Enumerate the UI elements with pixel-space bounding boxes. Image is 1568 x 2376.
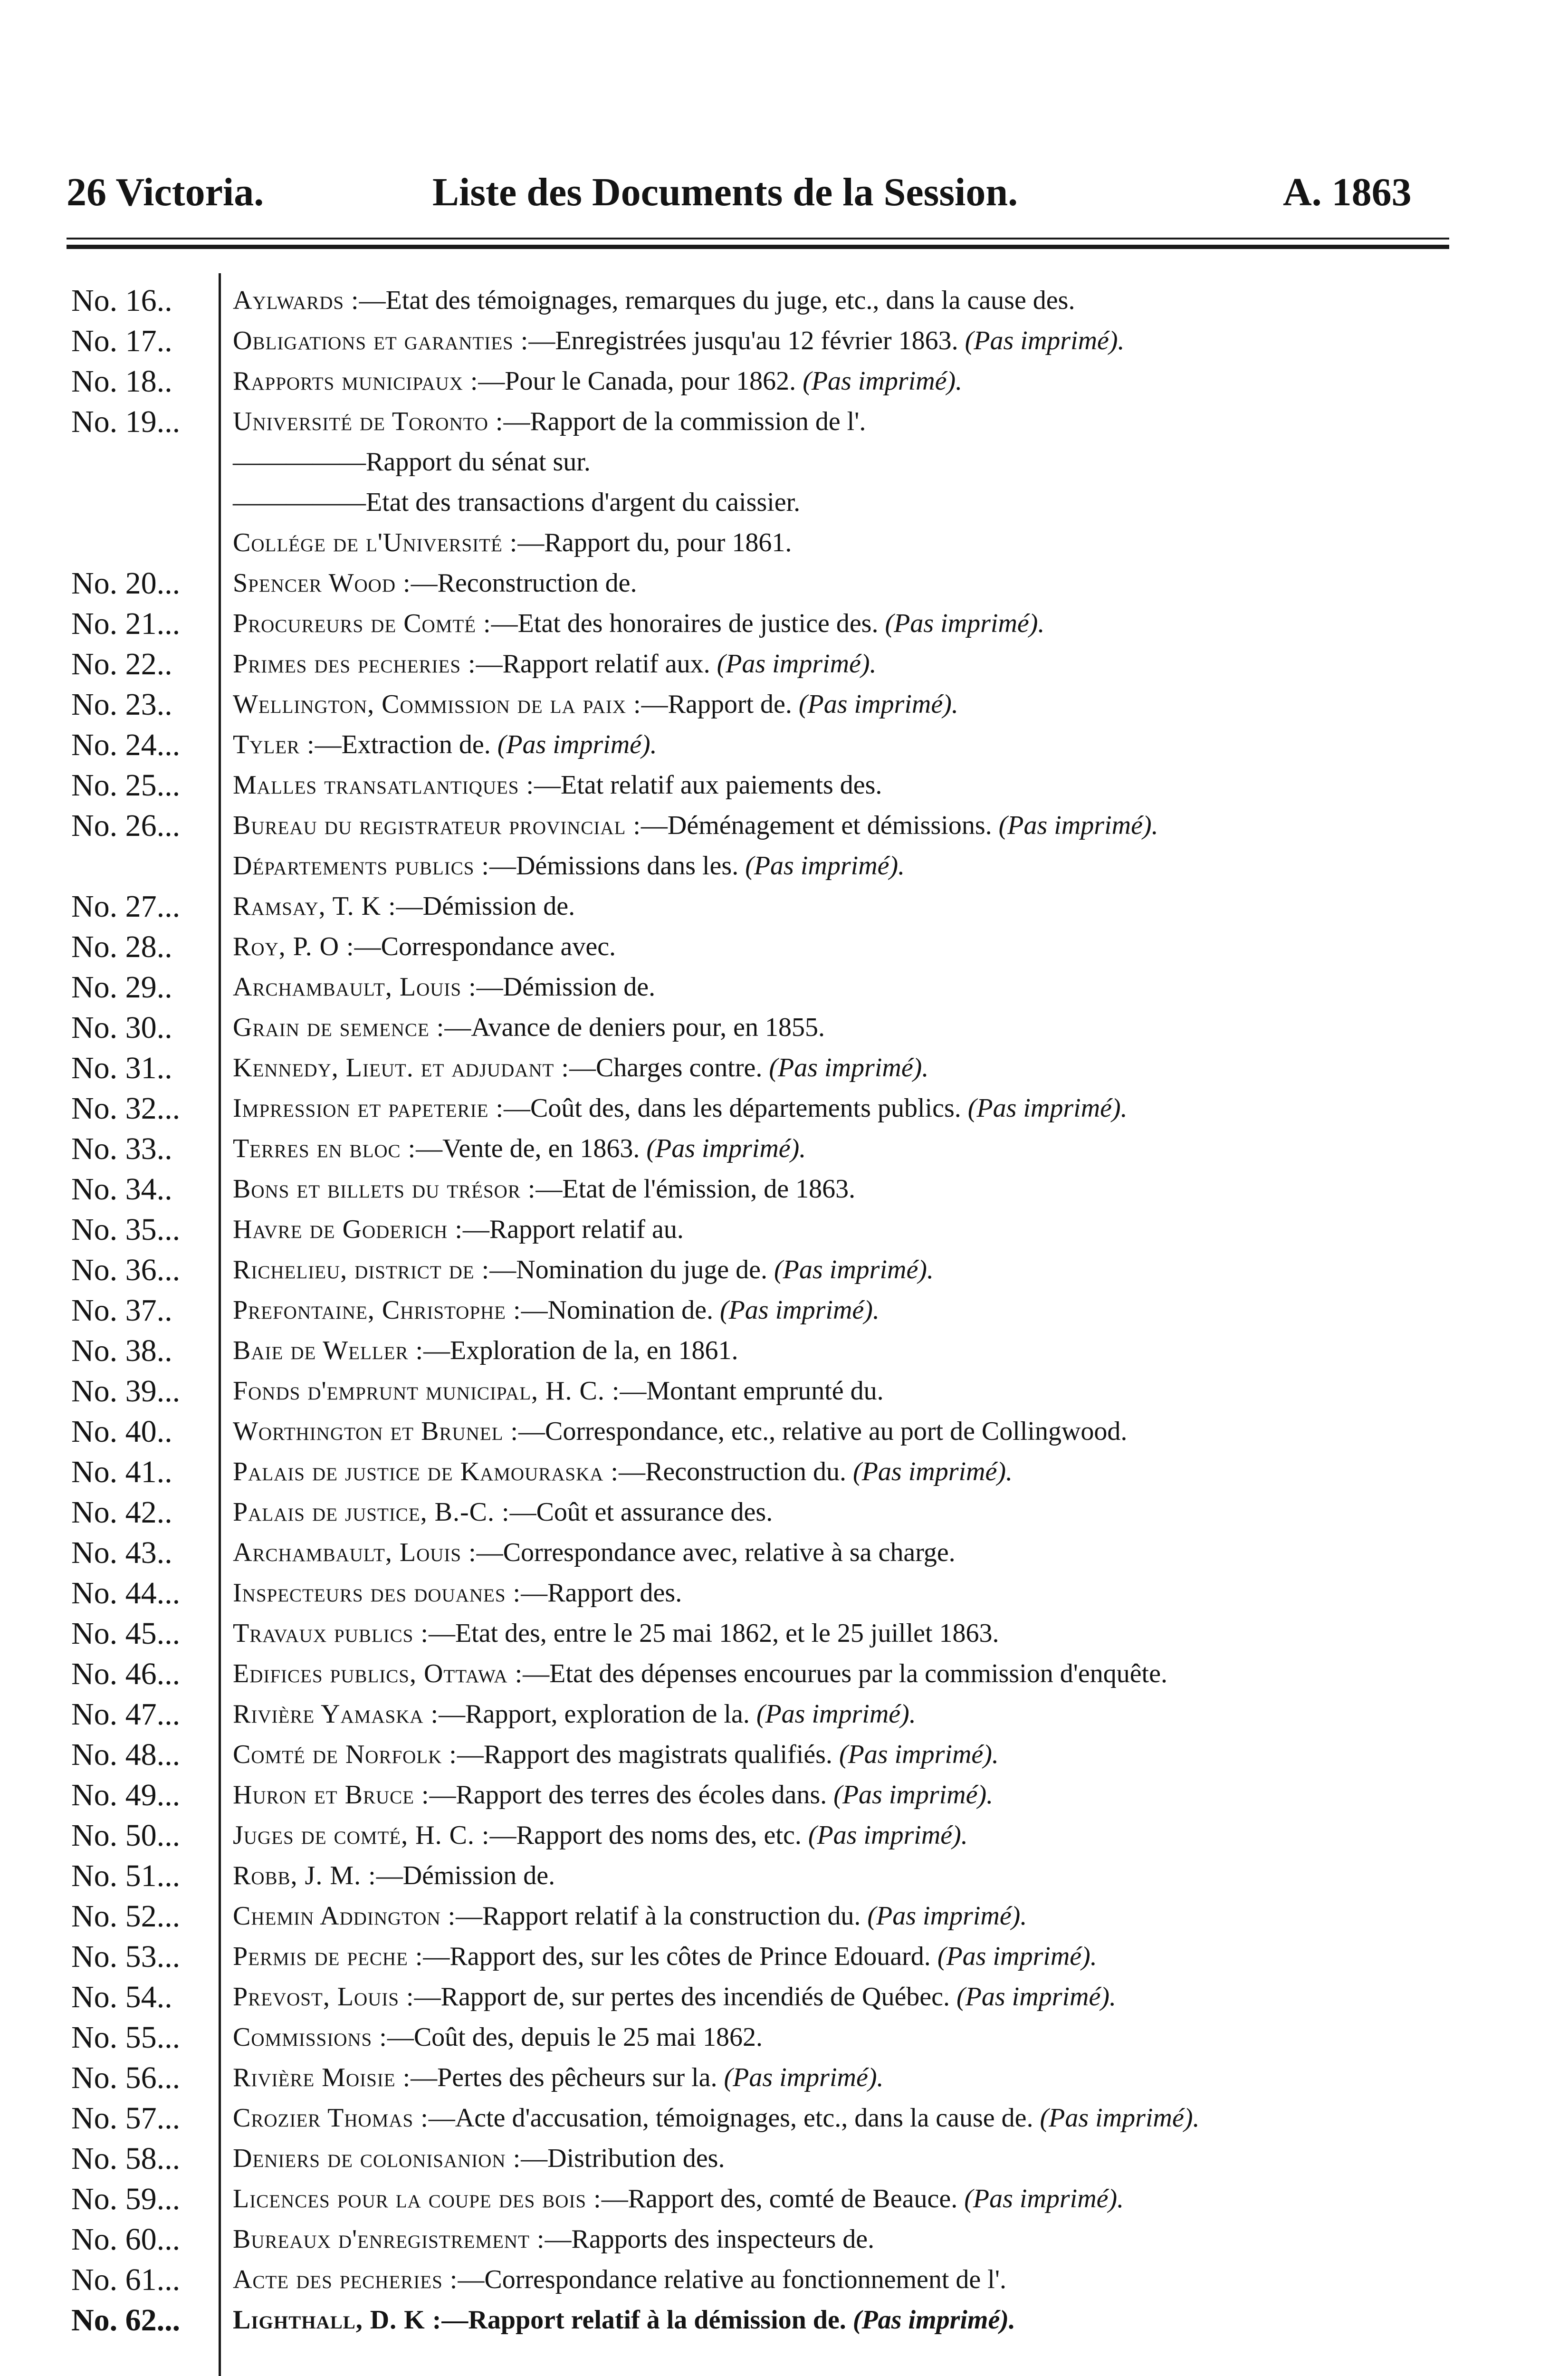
list-item: [0, 523, 1568, 563]
document-entry: [233, 1048, 928, 1088]
document-number: No. 46...: [71, 1657, 181, 1691]
list-item: [0, 442, 1568, 482]
list-item: [0, 361, 1568, 402]
document-number: No. 53...: [71, 1939, 181, 1974]
list-item: [0, 1573, 1568, 1613]
entry-description: —Etat relatif aux paiements des.: [534, 770, 882, 800]
document-entry: [233, 1694, 916, 1734]
entry-description: —Rapport des, sur les côtes de Prince Edouard.: [423, 1942, 931, 1971]
list-item: [0, 1694, 1568, 1734]
document-number: No. 17..: [71, 324, 172, 358]
document-entry: [233, 442, 591, 482]
entry-subject: Roy, P. O :: [233, 932, 354, 961]
entry-subject: Baie de Weller :: [233, 1336, 424, 1365]
document-number: No. 23..: [71, 687, 172, 722]
document-number: No. 51...: [71, 1859, 181, 1893]
entry-description: —Déménagement et démissions.: [641, 811, 992, 840]
list-item: [0, 1815, 1568, 1856]
document-entry: [233, 1775, 993, 1815]
print-status-note: (Pas imprimé).: [852, 2305, 1015, 2335]
entry-description: —Enregistrées jusqu'au 12 février 1863.: [528, 326, 958, 355]
entry-subject: Lighthall, D. K :: [233, 2305, 442, 2335]
entry-description: —Rapport, exploration de la.: [439, 1699, 750, 1729]
entry-description: —Démissions dans les.: [489, 851, 739, 881]
document-entry: [233, 846, 905, 886]
list-item: [0, 402, 1568, 442]
print-status-note: (Pas imprimé).: [967, 1093, 1128, 1123]
entry-description: —Rapport des, comté de Beauce.: [601, 2184, 958, 2213]
document-number: No. 47...: [71, 1697, 181, 1732]
print-status-note: (Pas imprimé).: [808, 1820, 968, 1850]
entry-subject: Inspecteurs des douanes :: [233, 1578, 521, 1608]
entry-description: —Démission de.: [476, 972, 656, 1002]
list-item: [0, 2179, 1568, 2219]
entry-description: —Vente de, en 1863.: [416, 1134, 640, 1163]
list-item: [0, 1654, 1568, 1694]
entry-subject: Archambault, Louis :: [233, 1538, 477, 1567]
entry-description: —Correspondance, etc., relative au port de Collingwood.: [518, 1417, 1128, 1446]
list-item: [0, 482, 1568, 523]
entry-subject: Ramsay, T. K :: [233, 891, 396, 921]
document-entry: [233, 523, 792, 563]
entry-subject: Commissions :: [233, 2022, 387, 2052]
list-item: [0, 644, 1568, 684]
list-item: [0, 1775, 1568, 1815]
entry-subject: Bons et billets du trésor :: [233, 1174, 536, 1204]
document-entry: [233, 1209, 684, 1250]
entry-subject: Comté de Norfolk :: [233, 1740, 457, 1769]
entry-description: —Etat des témoignages, remarques du juge, etc., dans la cause des.: [359, 286, 1075, 315]
list-item: [0, 280, 1568, 321]
document-number: No. 43..: [71, 1535, 172, 1570]
print-status-note: (Pas imprimé).: [769, 1053, 929, 1083]
entry-subject: Travaux publics :: [233, 1619, 429, 1648]
document-entry: [233, 1290, 880, 1331]
document-number: No. 30..: [71, 1010, 172, 1045]
entry-subject: Permis de peche :: [233, 1942, 423, 1971]
document-entry: [233, 765, 882, 805]
entry-description: —Rapport de, sur pertes des incendiés de Québec.: [414, 1982, 950, 2012]
entry-subject: Collége de l'Université :: [233, 528, 518, 557]
entry-subject: Palais de justice, B.-C. :: [233, 1497, 510, 1527]
print-status-note: (Pas imprimé).: [646, 1134, 806, 1163]
entry-description: —Rapport relatif au.: [462, 1215, 684, 1244]
document-number: No. 55...: [71, 2020, 181, 2055]
document-number: No. 28..: [71, 929, 172, 964]
print-status-note: (Pas imprimé).: [717, 649, 877, 679]
entry-description: —Charges contre.: [569, 1053, 763, 1083]
header-rule-thin: [67, 238, 1449, 240]
print-status-note: (Pas imprimé).: [833, 1780, 994, 1810]
list-item: [0, 1250, 1568, 1290]
list-item: [0, 2260, 1568, 2300]
list-item: [0, 846, 1568, 886]
entry-description: —Rapport de la commission de l'.: [503, 407, 866, 436]
print-status-note: (Pas imprimé).: [964, 2184, 1124, 2213]
document-entry: [233, 563, 637, 604]
list-item: [0, 2138, 1568, 2179]
entry-subject: Kennedy, Lieut. et adjudant :: [233, 1053, 569, 1083]
entry-description: —Nomination de.: [521, 1295, 713, 1325]
entry-description: —Coût des, depuis le 25 mai 1862.: [387, 2022, 763, 2052]
entry-subject: Tyler :: [233, 730, 315, 759]
document-number: No. 52...: [71, 1899, 181, 1934]
entry-description: —Reconstruction de.: [411, 568, 637, 598]
list-item: [0, 1007, 1568, 1048]
document-number: No. 42..: [71, 1495, 172, 1530]
entry-subject: Départements publics :: [233, 851, 489, 881]
entry-subject: Prefontaine, Christophe :: [233, 1295, 521, 1325]
document-number: No. 40..: [71, 1414, 172, 1449]
document-number: No. 18..: [71, 364, 172, 399]
document-number: No. 58...: [71, 2141, 181, 2176]
entry-subject: Terres en bloc :: [233, 1134, 416, 1163]
document-number: No. 33..: [71, 1131, 172, 1166]
entry-description: —Etat de l'émission, de 1863.: [535, 1174, 856, 1204]
document-number: No. 60...: [71, 2222, 181, 2257]
document-entry: [233, 1654, 1167, 1694]
entry-description: —Etat des honoraires de justice des.: [491, 609, 879, 638]
header-rule-thick: [67, 245, 1449, 249]
entry-subject: Deniers de colonisanion :: [233, 2144, 521, 2173]
list-item: [0, 563, 1568, 604]
document-entry: [233, 280, 1075, 321]
entry-subject: Prevost, Louis :: [233, 1982, 414, 2012]
list-item: [0, 1088, 1568, 1129]
document-number: No. 54..: [71, 1980, 172, 2014]
document-entry: [233, 1411, 1127, 1452]
print-status-note: (Pas imprimé).: [1040, 2103, 1200, 2133]
document-number: No. 31..: [71, 1051, 172, 1085]
entry-subject: Bureaux d'enregistrement :: [233, 2224, 545, 2254]
entry-description: —Coût et assurance des.: [509, 1497, 773, 1527]
document-number: No. 32...: [71, 1091, 181, 1126]
document-entry: [233, 725, 657, 765]
list-item: [0, 604, 1568, 644]
entry-description: —Rapport des magistrats qualifiés.: [457, 1740, 832, 1769]
list-item: [0, 1331, 1568, 1371]
document-entry: [233, 321, 1125, 361]
document-number: No. 50...: [71, 1818, 181, 1853]
list-item: [0, 765, 1568, 805]
entry-description: —Extraction de.: [315, 730, 491, 759]
document-number: No. 34..: [71, 1172, 172, 1207]
entry-subject: Worthington et Brunel :: [233, 1417, 518, 1446]
document-entry: [233, 604, 1044, 644]
document-number: No. 48...: [71, 1737, 181, 1772]
list-item: [0, 1896, 1568, 1936]
entry-description: —Rapport des noms des, etc.: [489, 1820, 802, 1850]
document-number: No. 62...: [71, 2303, 181, 2338]
document-entry: [233, 967, 655, 1007]
running-head-right: A. 1863: [1283, 170, 1412, 214]
entry-description: —Acte d'accusation, témoignages, etc., dans la cause de.: [428, 2103, 1033, 2133]
list-item: [0, 1411, 1568, 1452]
entry-description: —Démission de.: [376, 1861, 555, 1890]
list-item: [0, 1452, 1568, 1492]
list-item: [0, 805, 1568, 846]
entry-subject: Huron et Bruce :: [233, 1780, 430, 1810]
entry-subject: Rivière Moisie :: [233, 2063, 411, 2092]
document-number: No. 20...: [71, 566, 181, 601]
list-item: [0, 2219, 1568, 2260]
entry-subject: Obligations et garanties :: [233, 326, 529, 355]
list-item: [0, 1856, 1568, 1896]
document-entry: [233, 644, 877, 684]
document-entry: [233, 2058, 883, 2098]
print-status-note: (Pas imprimé).: [867, 1901, 1027, 1931]
entry-description: —Rapport de.: [641, 690, 792, 719]
document-number: No. 45...: [71, 1616, 181, 1651]
document-number: No. 57...: [71, 2101, 181, 2136]
document-list: [0, 280, 1568, 2340]
entry-description: —Montant emprunté du.: [620, 1376, 884, 1406]
entry-description: —Pertes des pêcheurs sur la.: [411, 2063, 717, 2092]
document-entry: [233, 361, 962, 402]
entry-subject: Crozier Thomas :: [233, 2103, 429, 2133]
document-number: No. 19...: [71, 404, 181, 439]
entry-subject: Impression et papeterie :: [233, 1093, 504, 1123]
list-item: [0, 2017, 1568, 2058]
document-entry: [233, 2300, 1015, 2340]
list-item: [0, 1169, 1568, 1209]
entry-subject: Juges de comté, H. C. :: [233, 1820, 490, 1850]
entry-subject: Université de Toronto :: [233, 407, 504, 436]
document-entry: [233, 1088, 1128, 1129]
document-entry: [233, 886, 575, 927]
entry-description: —Rapport des terres des écoles dans.: [429, 1780, 827, 1810]
entry-description: —————Rapport du sénat sur.: [233, 447, 591, 477]
document-entry: [233, 927, 616, 967]
document-number: No. 37..: [71, 1293, 172, 1328]
document-entry: [233, 402, 866, 442]
list-item: [0, 1129, 1568, 1169]
entry-subject: Archambault, Louis :: [233, 972, 477, 1002]
entry-subject: Spencer Wood :: [233, 568, 411, 598]
entry-subject: Palais de justice de Kamouraska :: [233, 1457, 619, 1486]
list-item: [0, 1734, 1568, 1775]
document-number: No. 26...: [71, 808, 181, 843]
document-entry: [233, 1977, 1116, 2017]
document-number: No. 61...: [71, 2262, 181, 2297]
entry-description: —Démission de.: [396, 891, 575, 921]
list-item: [0, 684, 1568, 725]
print-status-note: (Pas imprimé).: [724, 2063, 884, 2092]
document-number: No. 56...: [71, 2060, 181, 2095]
print-status-note: (Pas imprimé).: [803, 366, 963, 396]
list-item: [0, 1936, 1568, 1977]
entry-description: —Rapports des inspecteurs de.: [545, 2224, 875, 2254]
document-entry: [233, 1936, 1097, 1977]
print-status-note: (Pas imprimé).: [719, 1295, 880, 1325]
entry-description: —————Etat des transactions d'argent du caissier.: [233, 488, 801, 517]
entry-description: —Correspondance avec.: [354, 932, 616, 961]
entry-subject: Aylwards :: [233, 286, 359, 315]
list-item: [0, 967, 1568, 1007]
entry-subject: Rapports municipaux :: [233, 366, 478, 396]
entry-subject: Robb, J. M. :: [233, 1861, 376, 1890]
list-item: [0, 1371, 1568, 1411]
document-number: No. 44...: [71, 1576, 181, 1610]
print-status-note: (Pas imprimé).: [956, 1982, 1116, 2012]
document-number: No. 59...: [71, 2182, 181, 2216]
print-status-note: (Pas imprimé).: [853, 1457, 1013, 1486]
entry-description: —Avance de deniers pour, en 1855.: [444, 1013, 825, 1042]
entry-subject: Acte des pecheries :: [233, 2265, 458, 2294]
document-number: No. 16..: [71, 283, 172, 318]
list-item: [0, 1290, 1568, 1331]
document-number: No. 36...: [71, 1253, 181, 1287]
entry-subject: Rivière Yamaska :: [233, 1699, 439, 1729]
print-status-note: (Pas imprimé).: [497, 730, 657, 759]
list-item: [0, 2300, 1568, 2340]
document-number: No. 29..: [71, 970, 172, 1005]
entry-description: —Distribution des.: [521, 2144, 725, 2173]
entry-subject: Bureau du registrateur provincial :: [233, 811, 641, 840]
document-entry: [233, 684, 958, 725]
document-entry: [233, 2138, 725, 2179]
list-item: [0, 725, 1568, 765]
entry-subject: Primes des pecheries :: [233, 649, 476, 679]
document-number: No. 38..: [71, 1333, 172, 1368]
page-title: Liste des Documents de la Session.: [432, 170, 1018, 214]
document-entry: [233, 1533, 956, 1573]
print-status-note: (Pas imprimé).: [885, 609, 1045, 638]
document-number: No. 27...: [71, 889, 181, 924]
list-item: [0, 1613, 1568, 1654]
document-number: No. 35...: [71, 1212, 181, 1247]
entry-subject: Malles transatlantiques :: [233, 770, 534, 800]
document-number: No. 21...: [71, 606, 181, 641]
entry-subject: Licences pour la coupe des bois :: [233, 2184, 602, 2213]
document-entry: [233, 1169, 855, 1209]
running-head-left: 26 Victoria.: [67, 170, 264, 214]
document-entry: [233, 805, 1158, 846]
document-entry: [233, 1896, 1027, 1936]
entry-subject: Richelieu, district de :: [233, 1255, 490, 1284]
print-status-note: (Pas imprimé).: [965, 326, 1125, 355]
entry-description: —Nomination du juge de.: [489, 1255, 767, 1284]
document-number: No. 24...: [71, 728, 181, 762]
list-item: [0, 1533, 1568, 1573]
entry-description: —Rapport du, pour 1861.: [517, 528, 792, 557]
document-entry: [233, 1371, 884, 1411]
list-item: [0, 321, 1568, 361]
document-entry: [233, 2260, 1006, 2300]
document-entry: [233, 2219, 874, 2260]
entry-description: —Rapport relatif à la construction du.: [456, 1901, 861, 1931]
list-item: [0, 886, 1568, 927]
entry-description: —Exploration de la, en 1861.: [423, 1336, 738, 1365]
print-status-note: (Pas imprimé).: [998, 811, 1158, 840]
list-item: [0, 1492, 1568, 1533]
document-entry: [233, 482, 800, 523]
document-entry: [233, 1129, 806, 1169]
document-entry: [233, 1331, 738, 1371]
document-entry: [233, 1856, 555, 1896]
list-item: [0, 1209, 1568, 1250]
entry-subject: Chemin Addington :: [233, 1901, 456, 1931]
document-entry: [233, 2179, 1124, 2219]
entry-subject: Wellington, Commission de la paix :: [233, 690, 641, 719]
list-item: [0, 2058, 1568, 2098]
print-status-note: (Pas imprimé).: [937, 1942, 1097, 1971]
document-number: No. 22..: [71, 647, 172, 681]
entry-description: —Rapport des.: [521, 1578, 682, 1608]
entry-subject: Fonds d'emprunt municipal, H. C. :: [233, 1376, 620, 1406]
list-item: [0, 1048, 1568, 1088]
list-item: [0, 2098, 1568, 2138]
document-entry: [233, 1452, 1013, 1492]
print-status-note: (Pas imprimé).: [756, 1699, 916, 1729]
entry-subject: Procureurs de Comté :: [233, 609, 491, 638]
entry-subject: Edifices publics, Ottawa :: [233, 1659, 523, 1688]
entry-subject: Havre de Goderich :: [233, 1215, 463, 1244]
entry-description: —Rapport relatif à la démission de.: [441, 2305, 846, 2335]
document-number: No. 41..: [71, 1455, 172, 1489]
document-entry: [233, 2098, 1199, 2138]
entry-description: —Etat des dépenses encourues par la commission d'enquête.: [523, 1659, 1167, 1688]
print-status-note: (Pas imprimé).: [839, 1740, 999, 1769]
document-number: No. 39...: [71, 1374, 181, 1408]
entry-subject: Grain de semence :: [233, 1013, 445, 1042]
document-entry: [233, 1734, 999, 1775]
document-entry: [233, 2017, 763, 2058]
print-status-note: (Pas imprimé).: [745, 851, 905, 881]
print-status-note: (Pas imprimé).: [774, 1255, 934, 1284]
document-entry: [233, 1573, 682, 1613]
document-number: No. 49...: [71, 1778, 181, 1812]
document-number: No. 25...: [71, 768, 181, 803]
document-entry: [233, 1815, 968, 1856]
document-entry: [233, 1613, 999, 1654]
list-item: [0, 1977, 1568, 2017]
entry-description: —Coût des, dans les départements publics.: [504, 1093, 961, 1123]
list-item: [0, 927, 1568, 967]
entry-description: —Etat des, entre le 25 mai 1862, et le 25 juillet 1863.: [428, 1619, 999, 1648]
document-entry: [233, 1250, 934, 1290]
document-entry: [233, 1492, 773, 1533]
entry-description: —Reconstruction du.: [619, 1457, 847, 1486]
entry-description: —Correspondance avec, relative à sa charge.: [476, 1538, 956, 1567]
document-entry: [233, 1007, 825, 1048]
entry-description: —Rapport relatif aux.: [476, 649, 710, 679]
entry-description: —Pour le Canada, pour 1862.: [478, 366, 796, 396]
entry-description: —Correspondance relative au fonctionnement de l'.: [458, 2265, 1006, 2294]
print-status-note: (Pas imprimé).: [798, 690, 958, 719]
